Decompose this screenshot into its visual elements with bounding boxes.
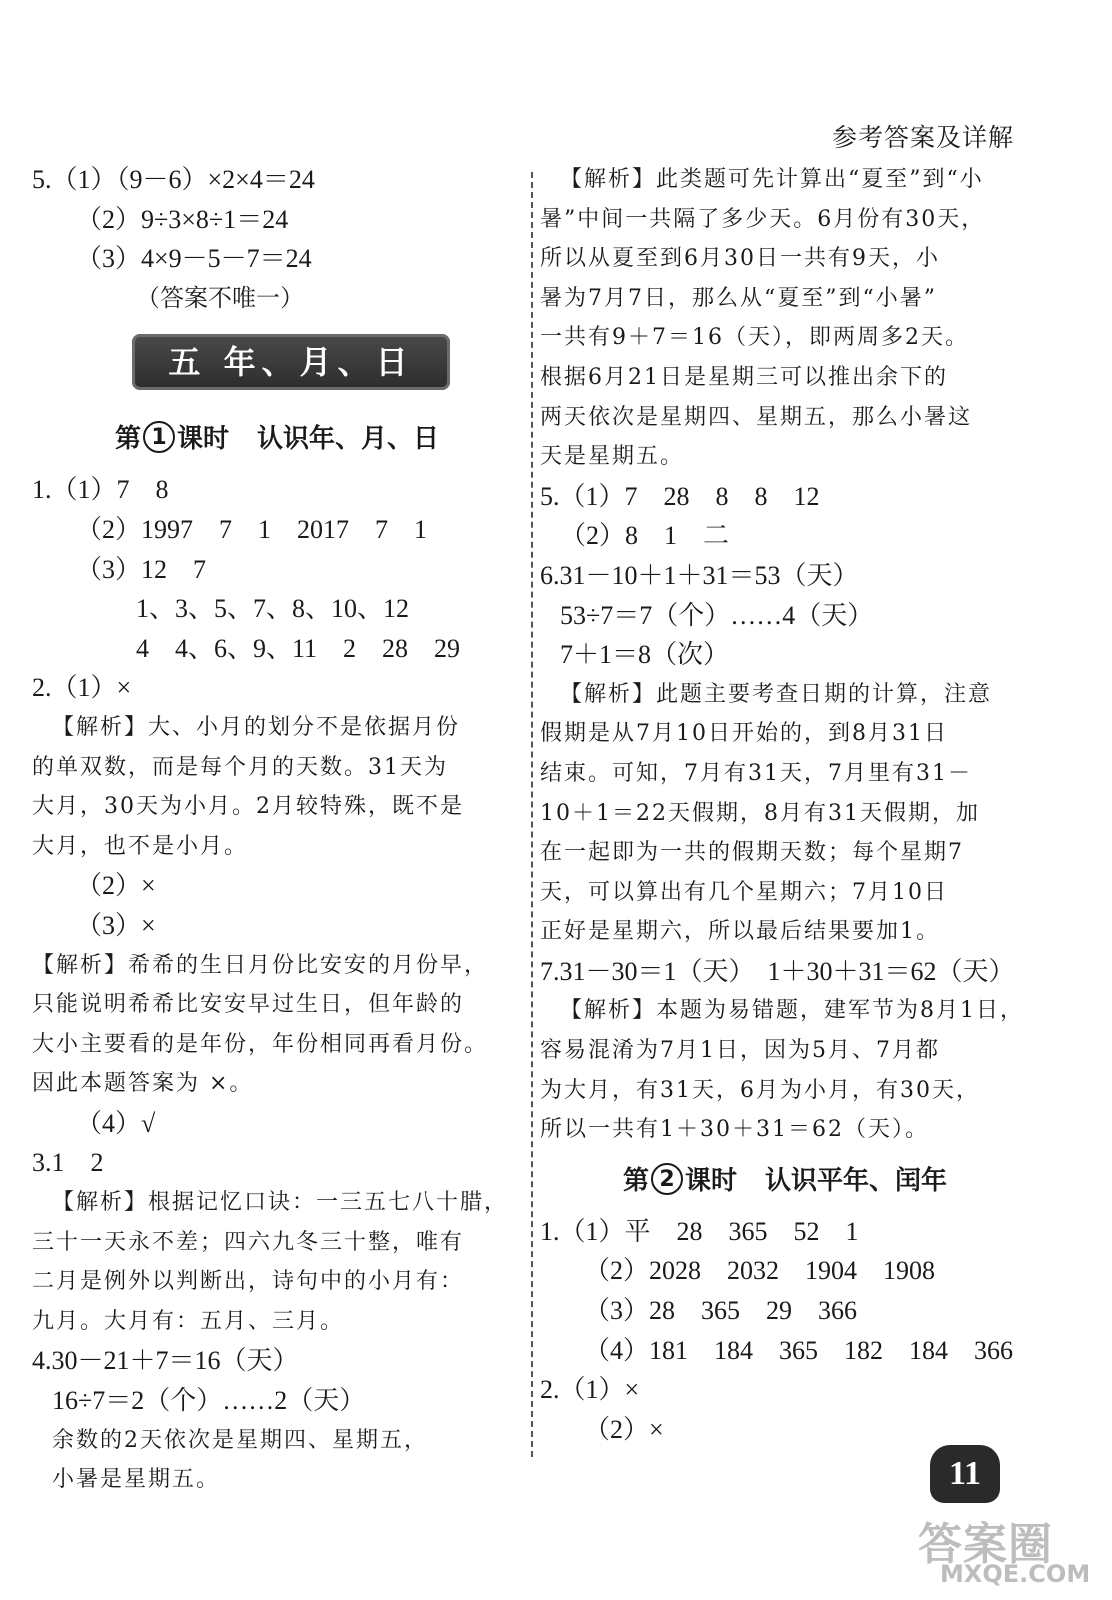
answer-line: （4）√ [76, 1108, 156, 1138]
answer-line: 1.（1）平 28 365 52 1 [540, 1216, 859, 1246]
answer-line: （2）× [76, 871, 156, 901]
chapter-banner: 五 年、月、日 [132, 334, 450, 390]
lesson-title: 认识平年、闰年 [765, 1165, 948, 1196]
answer-line: 4 4、6、9、11 2 28 29 [136, 633, 461, 663]
answer-line: 余数的2天依次是星期四、星期五， [52, 1427, 428, 1453]
explanation-line: 大月，30天为小月。2月较特殊，既不是 [32, 794, 464, 820]
explanation-line: 假期是从7月10日开始的，到8月31日 [540, 721, 948, 747]
explanation-line: 暑为7月7日，那么从“夏至”到“小暑” [540, 285, 937, 311]
explanation-line: 所以一共有1＋30＋31＝62（天）。 [540, 1117, 929, 1143]
explanation-line: 二月是例外以判断出，诗句中的小月有： [32, 1269, 465, 1295]
lesson-suffix: 课时 [176, 424, 229, 455]
answer-line: （2）2028 2032 1904 1908 [584, 1256, 936, 1286]
answer-line: 3.1 2 [32, 1148, 104, 1178]
answer-line: 7＋1＝8（次） [560, 640, 730, 670]
explanation-line: 大小主要看的是年份，年份相同再看月份。 [32, 1031, 489, 1057]
watermark-logo: 答案圈 [918, 1519, 1053, 1570]
explanation-line: 【解析】本题为易错题，建军节为8月1日， [560, 998, 1024, 1024]
column-divider [531, 172, 533, 1457]
explanation-line: 容易混淆为7月1日，因为5月、7月都 [540, 1038, 940, 1064]
explanation-line: 两天依次是星期四、星期五，那么小暑这 [540, 404, 973, 430]
page-header-title: 参考答案及详解 [831, 123, 1014, 152]
explanation-line: 在一起即为一共的假期天数；每个星期7 [540, 840, 964, 866]
explanation-line: 大月，也不是小月。 [32, 833, 249, 859]
page-number-badge: 11 [930, 1445, 1000, 1503]
lesson-heading [32, 408, 522, 470]
answer-line: （3）× [76, 910, 156, 940]
answer-line: （2）1997 7 1 2017 7 1 [76, 514, 428, 544]
explanation-line: 【解析】希希的生日月份比安安的月份早， [32, 952, 489, 978]
lesson-prefix: 第 [114, 424, 141, 455]
lesson-prefix: 第 [622, 1165, 649, 1196]
explanation-line: 天，可以算出有几个星期六；7月10日 [540, 879, 948, 905]
explanation-line: 只能说明希希比安安早过生日，但年龄的 [32, 992, 465, 1018]
lesson-suffix: 课时 [684, 1165, 737, 1196]
answer-line: （3）28 365 29 366 [584, 1296, 858, 1326]
answer-line: 2.（1）× [540, 1375, 640, 1405]
explanation-line: 三十一天永不差；四六九冬三十整，唯有 [32, 1229, 465, 1255]
answer-line: （2）× [584, 1414, 664, 1444]
answer-line: 2.（1）× [32, 673, 132, 703]
explanation-line: 所以从夏至到6月30日一共有9天，小 [540, 246, 940, 272]
answer-note: （答案不唯一） [136, 283, 304, 312]
answer-line: （3）4×9－5－7＝24 [76, 244, 312, 274]
explanation-line: 因此本题答案为 ×。 [32, 1071, 254, 1097]
answer-line: 5.（1）（9－6）×2×4＝24 [32, 165, 315, 194]
answer-line: 16÷7＝2（个）……2（天） [52, 1386, 366, 1416]
explanation-line: 【解析】此类题可先计算出“夏至”到“小 [560, 167, 984, 192]
explanation-line: 10＋1＝22天假期，8月有31天假期，加 [540, 800, 980, 826]
explanation-line: 为大月，有31天，6月为小月，有30天， [540, 1077, 980, 1103]
answer-line: （2）9÷3×8÷1＝24 [76, 204, 289, 234]
watermark-url: MXQE.COM [940, 1560, 1091, 1588]
lesson-title: 认识年、月、日 [257, 424, 440, 455]
chapter-banner-wrap [32, 318, 522, 408]
explanation-line: 结束。可知，7月有31天，7月里有31－ [540, 760, 972, 786]
explanation-line: 暑”中间一共隔了多少天。6月份有30天， [540, 206, 986, 232]
answer-line: 53÷7＝7（个）……4（天） [560, 600, 874, 630]
explanation-line: 的单双数，而是每个月的天数。31天为 [32, 754, 448, 780]
answer-line: 小暑是星期五。 [52, 1467, 221, 1493]
lesson-number-circle: 2 [651, 1163, 683, 1195]
left-column [32, 160, 522, 1500]
answer-line: 7.31－30＝1（天） 1＋30＋31＝62（天） [540, 956, 1015, 986]
explanation-line: 【解析】根据记忆口诀：一三五七八十腊， [52, 1190, 509, 1216]
answer-line: （3）12 7 [76, 554, 207, 584]
answer-line: 6.31－10＋1＋31＝53（天） [540, 560, 859, 590]
explanation-line: 正好是星期六，所以最后结果要加1。 [540, 919, 940, 945]
explanation-line: 一共有9＋7＝16（天），即两周多2天。 [540, 325, 969, 351]
answer-line: 1.（1）7 8 [32, 475, 169, 505]
explanation-line: 根据6月21日是星期三可以推出余下的 [540, 364, 948, 390]
answer-line: 1、3、5、7、8、10、12 [136, 594, 410, 624]
answer-line: （2）8 1 二 [560, 521, 730, 551]
explanation-line: 【解析】大、小月的划分不是依据月份 [52, 714, 461, 740]
lesson-number-circle: 1 [143, 421, 175, 453]
answer-line: 4.30－21＋7＝16（天） [32, 1346, 299, 1376]
lesson-heading [540, 1150, 1030, 1212]
right-column [540, 160, 1030, 1449]
explanation-line: 九月。大月有：五月、三月。 [32, 1308, 345, 1334]
answer-line: （4）181 184 365 182 184 366 [584, 1335, 1014, 1365]
answer-line: 5.（1）7 28 8 8 12 [540, 481, 820, 511]
explanation-line: 【解析】此题主要考查日期的计算，注意 [560, 681, 993, 707]
explanation-line: 天是星期五。 [540, 444, 685, 470]
